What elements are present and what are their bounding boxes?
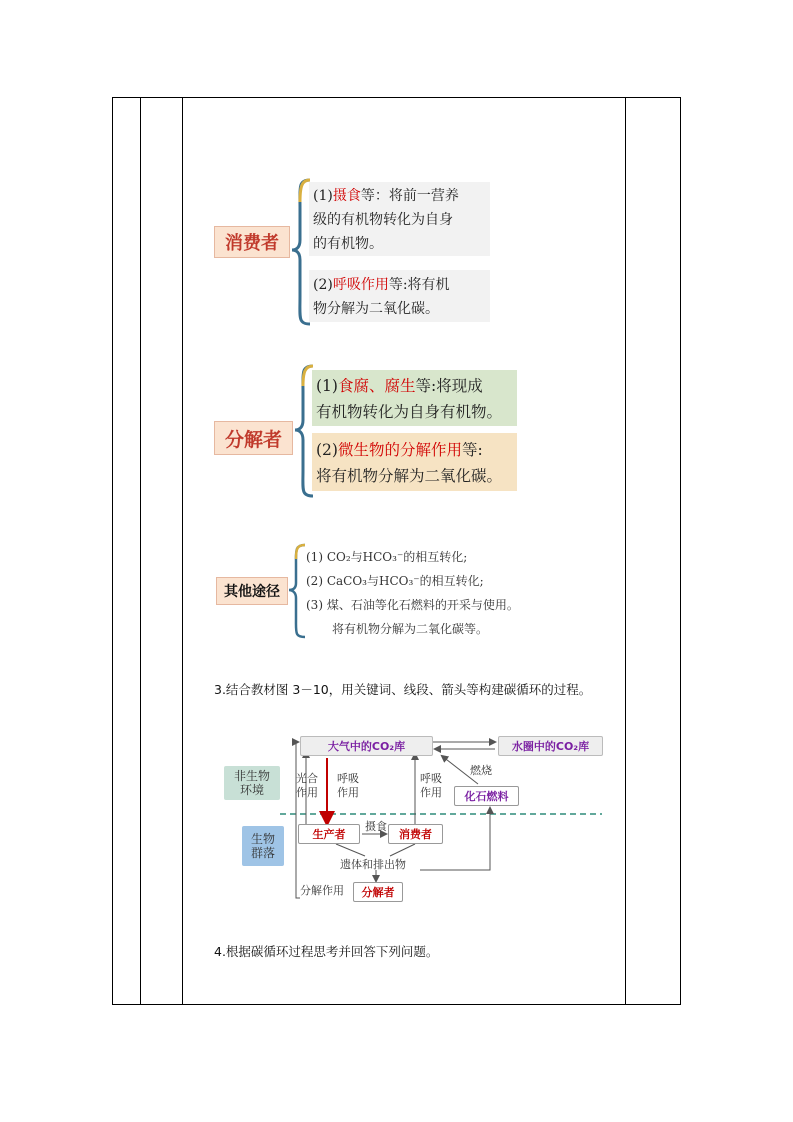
- decomposition-value: 分解作用: [300, 884, 344, 897]
- remains-value: 遗体和排出物: [340, 858, 406, 871]
- fossil-fuel-node: [454, 786, 519, 806]
- other-item1: (1) CO₂与HCO₃⁻的相互转化;: [306, 550, 468, 564]
- non-biotic-env-label: [224, 766, 280, 800]
- question-3: 3.结合教材图 3－10，用关键词、线段、箭头等构建碳循环的过程。: [214, 682, 592, 697]
- other-list: [306, 545, 519, 641]
- other-label-text: 其他途径: [224, 584, 280, 600]
- consumer-item1-rest: 等：将前一营养: [360, 188, 459, 204]
- decomposer-item2-line2: 将有机物分解为二氧化碳。: [316, 467, 503, 485]
- decomposer-label-text: 分解者: [224, 428, 282, 451]
- hydrosphere-co2-label: 水圈中的CO₂库: [511, 740, 590, 753]
- decomposition-label: [300, 884, 344, 898]
- other-item2: (2) CaCO₃与HCO₃⁻的相互转化;: [306, 574, 484, 588]
- consumer-item2-highlight: 呼吸作用: [332, 277, 389, 293]
- non-biotic-env-text: 非生物 环境: [233, 769, 270, 797]
- decomposer-item1-line2: 有机物转化为自身有机物。: [316, 403, 503, 421]
- producer-label: 生产者: [312, 828, 346, 841]
- atmosphere-co2-label: 大气中的CO₂库: [327, 740, 406, 753]
- fossil-fuel-label: 化石燃料: [464, 790, 509, 803]
- atmosphere-co2-node: [300, 736, 433, 756]
- respiration-value-2: 呼吸 作用: [420, 772, 442, 799]
- photosynthesis-value: 光合 作用: [296, 772, 318, 799]
- photosynthesis-text: [296, 772, 318, 800]
- decomposer-item1-rest: 等:将现成: [415, 377, 483, 395]
- decomposer-node-label: 分解者: [361, 886, 395, 899]
- decomposer-item2: [316, 437, 502, 489]
- other-label: [216, 577, 288, 605]
- question-4: 4.根据碳循环过程思考并回答下列问题。: [214, 944, 439, 959]
- decomposer-item2-highlight: 微生物的分解作用: [337, 441, 462, 459]
- biotic-community-text: 生物 群落: [250, 832, 275, 860]
- decomposer-item1: [316, 373, 502, 425]
- consumer-node-label: 消费者: [399, 828, 432, 841]
- producer-node: [298, 824, 360, 844]
- consumer-node: [388, 824, 443, 844]
- respiration-value-1: 呼吸 作用: [337, 772, 359, 799]
- consumer-item2: [313, 273, 450, 321]
- consumer-item1-line3: 的有机物。: [313, 236, 383, 252]
- table-divider: [140, 98, 141, 1004]
- consumer-label-text: 消费者: [225, 233, 279, 254]
- other-item3: (3) 煤、石油等化石燃料的开采与使用。: [306, 598, 519, 612]
- decomposer-item2-prefix: (2): [316, 441, 338, 459]
- consumer-item1-line2: 级的有机物转化为自身: [313, 212, 453, 228]
- consumer-item2-prefix: (2): [313, 277, 333, 293]
- consumer-item1-highlight: 摄食: [332, 188, 361, 204]
- respiration-label-2: [420, 772, 442, 800]
- combustion-label: [470, 764, 492, 778]
- other-item4: 将有机物分解为二氧化碳等。: [332, 622, 489, 636]
- decomposer-label: [214, 421, 293, 455]
- consumer-item2-rest: 等:将有机: [388, 277, 450, 293]
- consumer-label: [214, 226, 290, 258]
- decomposer-item2-rest: 等:: [461, 441, 483, 459]
- table-divider: [625, 98, 626, 1004]
- remains-label: [340, 858, 406, 872]
- consumer-item1-prefix: (1): [313, 188, 333, 204]
- ingestion-label: [365, 820, 387, 834]
- biotic-community-label: [242, 826, 284, 866]
- decomposer-item1-highlight: 食腐、腐生: [337, 377, 416, 395]
- decomposer-node: [353, 882, 403, 902]
- consumer-item1: [313, 184, 459, 256]
- decomposer-item1-prefix: (1): [316, 377, 338, 395]
- other-brace: [287, 543, 307, 639]
- hydrosphere-co2-node: [498, 736, 603, 756]
- table-divider: [182, 98, 183, 1004]
- combustion-value: 燃烧: [470, 764, 492, 777]
- ingestion-value: 摄食: [365, 820, 387, 833]
- consumer-item2-line2: 物分解为二氧化碳。: [313, 301, 439, 317]
- carbon-cycle-diagram: [210, 728, 610, 908]
- respiration-label-1: [337, 772, 359, 800]
